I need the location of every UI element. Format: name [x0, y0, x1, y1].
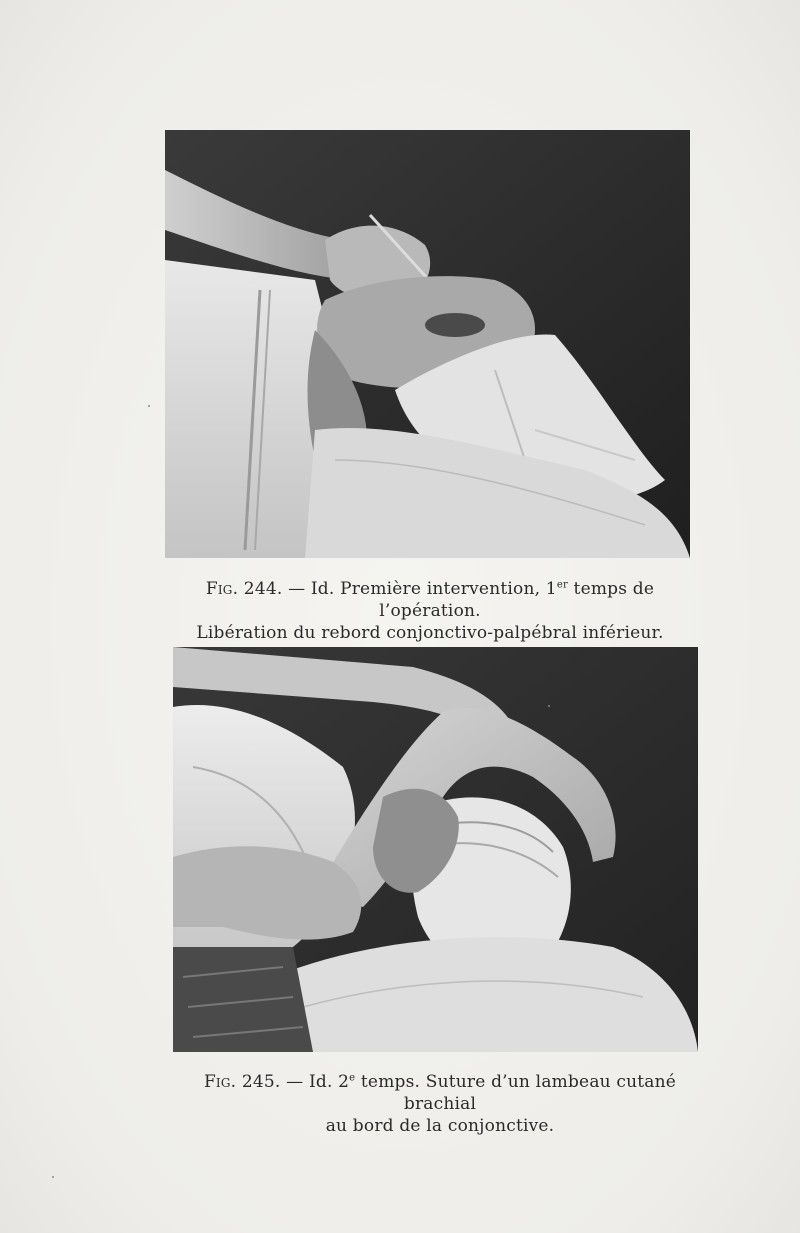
figure-244-caption-line-2: Libération du rebord conjonctivo-palpébral inférieur.	[196, 623, 664, 643]
paper-speck	[52, 1176, 54, 1178]
figure-244-superscript: er	[556, 579, 568, 591]
figure-244-photograph	[165, 130, 690, 558]
figure-245-caption-line-2: au bord de la conjonctive.	[325, 1116, 555, 1136]
figure-244-caption-text-rest: temps de l’opération.	[379, 579, 655, 621]
figure-245-caption	[180, 1071, 700, 1137]
figure-245-superscript: e	[349, 1072, 356, 1084]
figure-245-caption-line-1	[180, 1071, 700, 1115]
figure-245-caption-text-rest: temps. Suture d’un lambeau cutané brachial	[355, 1072, 677, 1114]
paper-speck	[148, 405, 150, 407]
figure-245-photograph	[173, 647, 698, 1052]
figure-245-caption-text: — Id. 2	[286, 1072, 350, 1092]
figure-244-caption-line-1	[170, 578, 690, 622]
figure-244-label: Fig. 244.	[205, 579, 283, 599]
figure-244-caption-text: — Id. Première intervention, 1	[288, 579, 557, 599]
paper-speck	[548, 705, 550, 707]
figure-245-label: Fig. 245.	[203, 1072, 281, 1092]
figure-244-caption	[170, 578, 690, 644]
